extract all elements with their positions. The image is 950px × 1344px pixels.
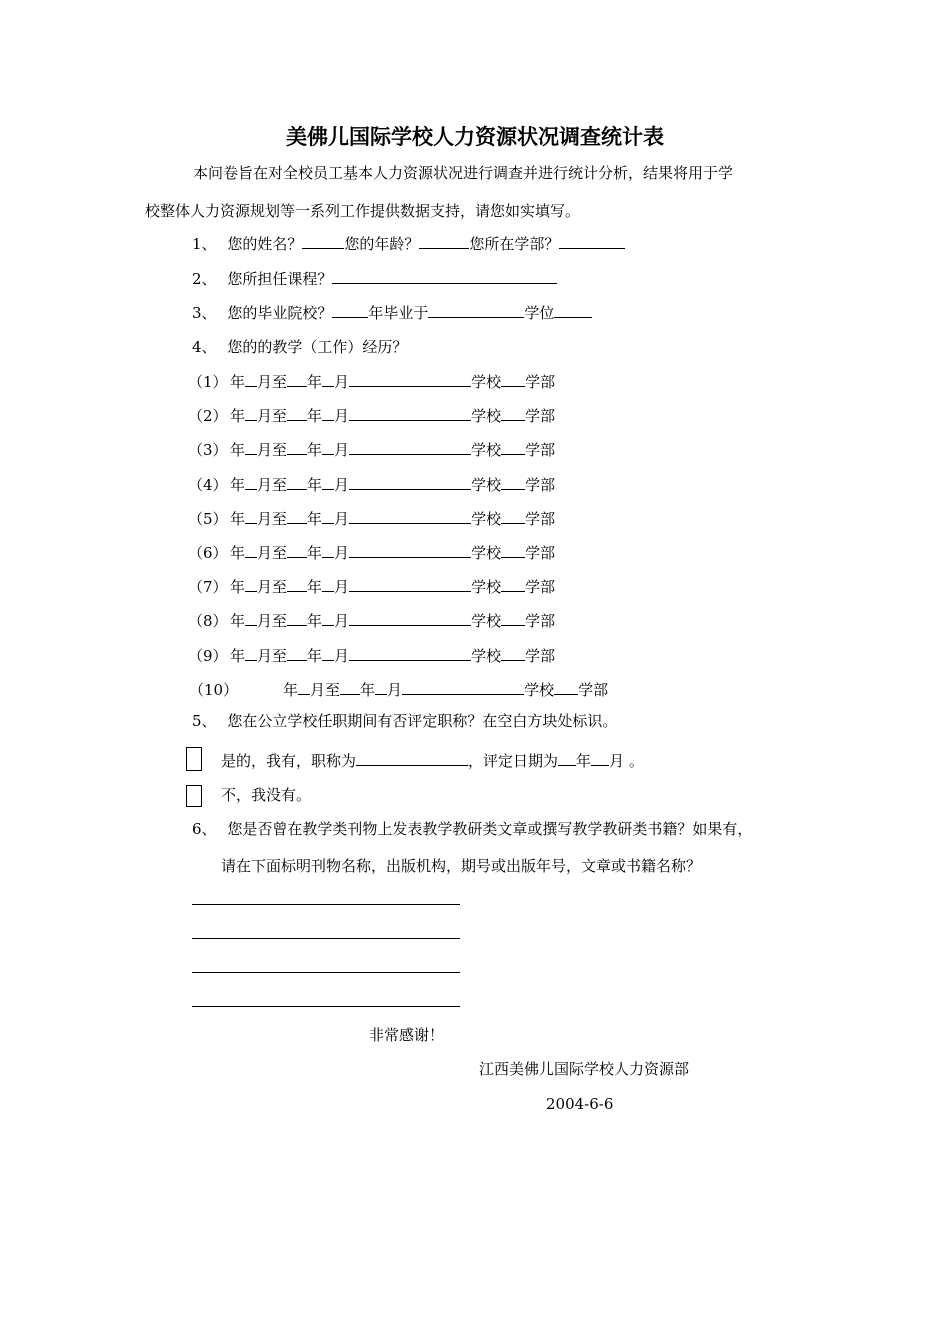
question-4 <box>192 337 407 357</box>
year-label: 年 <box>576 752 592 770</box>
name-label: 您的姓名？ <box>227 235 303 253</box>
school-label: 学校 <box>471 476 502 494</box>
end-year-field[interactable] <box>287 576 307 592</box>
history-row <box>188 405 555 426</box>
start-month-field[interactable] <box>245 542 257 558</box>
year-label: 年 <box>230 612 246 630</box>
publication-answer-line[interactable] <box>192 972 460 973</box>
department-label: 学部 <box>525 373 556 391</box>
school-label: 学校 <box>471 407 502 425</box>
intro-line-2: 校整体人力资源规划等一系列工作提供数据支持，请您如实填写。 <box>145 202 581 220</box>
no-label: 不，我没有。 <box>221 786 312 804</box>
question-number: 1、 <box>192 235 217 253</box>
month-to-label: 月至 <box>257 578 288 596</box>
graduation-school-field[interactable] <box>428 302 524 318</box>
month-label: 月 <box>334 510 350 528</box>
department-label: 您所在学部？ <box>469 235 560 253</box>
year-label: 年 <box>230 441 246 459</box>
month-label: 月 。 <box>609 752 644 770</box>
thanks-text: 非常感谢！ <box>369 1026 445 1044</box>
yes-checkbox[interactable] <box>186 747 202 771</box>
year-label: 年 <box>307 476 323 494</box>
end-year-field[interactable] <box>287 542 307 558</box>
department-label: 学部 <box>525 612 556 630</box>
start-month-field[interactable] <box>245 474 257 490</box>
degree-field[interactable] <box>554 302 592 318</box>
history-label: 您的的教学（工作）经历？ <box>227 338 408 356</box>
end-year-field[interactable] <box>287 474 307 490</box>
department-field[interactable] <box>501 610 525 626</box>
publication-question-line-1: 您是否曾在教学类刊物上发表教学教研类文章或撰写教学教研类书籍？如果有， <box>227 820 753 838</box>
month-label: 月 <box>334 441 350 459</box>
month-to-label: 月至 <box>257 612 288 630</box>
degree-label: 学位 <box>524 304 555 322</box>
month-to-label: 月至 <box>257 476 288 494</box>
history-row <box>188 508 555 529</box>
school-field[interactable] <box>402 679 524 695</box>
question-1 <box>192 233 625 254</box>
department-label: 学部 <box>525 476 556 494</box>
month-to-label: 月至 <box>257 373 288 391</box>
year-label: 年 <box>307 373 323 391</box>
year-label: 年 <box>230 373 246 391</box>
history-row <box>188 645 555 666</box>
evaluation-date-label: 评定日期为 <box>483 752 559 770</box>
no-checkbox[interactable] <box>186 785 202 807</box>
school-label: 学校 <box>524 681 555 699</box>
end-month-field[interactable] <box>322 371 334 387</box>
year-label: 年 <box>283 681 299 699</box>
school-field[interactable] <box>349 576 471 592</box>
graduated-from-label: 年毕业于 <box>368 304 429 322</box>
evaluation-year-field[interactable] <box>558 750 576 766</box>
start-month-field[interactable] <box>245 508 257 524</box>
comma: ， <box>468 752 484 770</box>
month-label: 月 <box>334 407 350 425</box>
end-year-field[interactable] <box>287 371 307 387</box>
school-label: 学校 <box>471 510 502 528</box>
school-field[interactable] <box>349 610 471 626</box>
school-field[interactable] <box>349 474 471 490</box>
month-to-label: 月至 <box>257 647 288 665</box>
school-label: 学校 <box>471 612 502 630</box>
start-month-field[interactable] <box>245 645 257 661</box>
page-title: 美佛儿国际学校人力资源状况调查统计表 <box>286 125 664 149</box>
year-label: 年 <box>307 407 323 425</box>
row-number: （3） <box>188 441 228 459</box>
department-label: 学部 <box>525 510 556 528</box>
date: 2004-6-6 <box>546 1095 614 1113</box>
department-field[interactable] <box>559 233 625 249</box>
publication-answer-line[interactable] <box>192 1006 460 1007</box>
end-month-field[interactable] <box>322 405 334 421</box>
end-year-field[interactable] <box>287 439 307 455</box>
year-label: 年 <box>307 510 323 528</box>
year-label: 年 <box>360 681 376 699</box>
question-number: 3、 <box>192 304 217 322</box>
department-field[interactable] <box>501 645 525 661</box>
department-field[interactable] <box>501 542 525 558</box>
department-label: 学部 <box>525 578 556 596</box>
department-field[interactable] <box>501 439 525 455</box>
history-row <box>188 576 555 597</box>
end-month-field[interactable] <box>322 645 334 661</box>
school-field[interactable] <box>349 405 471 421</box>
department-field[interactable] <box>501 474 525 490</box>
department-field[interactable] <box>501 405 525 421</box>
history-row <box>188 474 555 495</box>
month-to-label: 月至 <box>310 681 341 699</box>
month-label: 月 <box>334 578 350 596</box>
publication-question-line-2: 请在下面标明刊物名称，出版机构，期号或出版年号，文章或书籍名称？ <box>221 857 702 875</box>
month-to-label: 月至 <box>257 544 288 562</box>
question-5 <box>192 711 617 731</box>
department-field[interactable] <box>501 371 525 387</box>
row-number: （1） <box>188 373 228 391</box>
department-field[interactable] <box>501 576 525 592</box>
row-number: （8） <box>188 612 228 630</box>
end-month-field[interactable] <box>322 610 334 626</box>
question-2 <box>192 268 557 289</box>
history-row <box>188 542 555 563</box>
signature: 江西美佛儿国际学校人力资源部 <box>479 1060 690 1078</box>
month-to-label: 月至 <box>257 407 288 425</box>
end-month-field[interactable] <box>322 576 334 592</box>
department-field[interactable] <box>554 679 578 695</box>
school-label: 您的毕业院校？ <box>227 304 333 322</box>
question-number: 2、 <box>192 270 217 288</box>
month-to-label: 月至 <box>257 441 288 459</box>
intro-line-1: 本问卷旨在对全校员工基本人力资源状况进行调查并进行统计分析，结果将用于学 <box>193 164 734 182</box>
row-number: （7） <box>188 578 228 596</box>
end-year-field[interactable] <box>287 610 307 626</box>
department-label: 学部 <box>525 441 556 459</box>
yes-label: 是的，我有，职称为 <box>221 752 357 770</box>
title-question-label: 您在公立学校任职期间有否评定职称？在空白方块处标识。 <box>227 712 618 730</box>
question-3 <box>192 302 592 323</box>
name-field[interactable] <box>302 233 344 249</box>
end-year-field[interactable] <box>340 679 360 695</box>
yes-option <box>221 750 644 771</box>
month-label: 月 <box>334 544 350 562</box>
month-label: 月 <box>334 373 350 391</box>
history-row <box>189 679 608 700</box>
age-label: 您的年龄？ <box>344 235 420 253</box>
row-number: （4） <box>188 476 228 494</box>
year-label: 年 <box>230 578 246 596</box>
month-label: 月 <box>334 647 350 665</box>
school-field[interactable] <box>349 645 471 661</box>
month-label: 月 <box>334 612 350 630</box>
row-number: （2） <box>188 407 228 425</box>
start-month-field[interactable] <box>245 439 257 455</box>
history-row <box>188 439 555 460</box>
year-label: 年 <box>230 510 246 528</box>
year-label: 年 <box>230 476 246 494</box>
course-label: 您所担任课程？ <box>227 270 333 288</box>
history-row <box>188 610 555 631</box>
end-year-field[interactable] <box>287 405 307 421</box>
school-field[interactable] <box>349 542 471 558</box>
question-6 <box>192 819 752 839</box>
school-label: 学校 <box>471 578 502 596</box>
department-field[interactable] <box>501 508 525 524</box>
year-label: 年 <box>307 578 323 596</box>
end-year-field[interactable] <box>287 645 307 661</box>
end-month-field[interactable] <box>375 679 387 695</box>
department-label: 学部 <box>525 647 556 665</box>
professional-title-field[interactable] <box>356 750 468 766</box>
graduation-year-field[interactable] <box>332 302 368 318</box>
year-label: 年 <box>307 441 323 459</box>
school-field[interactable] <box>349 371 471 387</box>
year-label: 年 <box>230 407 246 425</box>
month-label: 月 <box>334 476 350 494</box>
question-number: 5、 <box>192 712 217 730</box>
row-number: （9） <box>188 647 228 665</box>
age-field[interactable] <box>419 233 469 249</box>
course-field[interactable] <box>332 268 557 284</box>
question-number: 4、 <box>192 338 217 356</box>
year-label: 年 <box>307 612 323 630</box>
row-number: （6） <box>188 544 228 562</box>
row-number: （5） <box>188 510 228 528</box>
school-field[interactable] <box>349 439 471 455</box>
publication-answer-line[interactable] <box>192 938 460 939</box>
school-label: 学校 <box>471 373 502 391</box>
end-month-field[interactable] <box>322 474 334 490</box>
school-label: 学校 <box>471 544 502 562</box>
department-label: 学部 <box>525 407 556 425</box>
year-label: 年 <box>307 647 323 665</box>
question-number: 6、 <box>192 820 217 838</box>
school-label: 学校 <box>471 647 502 665</box>
end-month-field[interactable] <box>322 542 334 558</box>
publication-answer-line[interactable] <box>192 904 460 905</box>
school-label: 学校 <box>471 441 502 459</box>
start-month-field[interactable] <box>245 371 257 387</box>
start-month-field[interactable] <box>245 405 257 421</box>
end-month-field[interactable] <box>322 508 334 524</box>
department-label: 学部 <box>525 544 556 562</box>
evaluation-month-field[interactable] <box>591 750 609 766</box>
start-month-field[interactable] <box>245 576 257 592</box>
row-number: （10） <box>189 681 239 699</box>
end-month-field[interactable] <box>322 439 334 455</box>
year-label: 年 <box>230 544 246 562</box>
month-to-label: 月至 <box>257 510 288 528</box>
start-month-field[interactable] <box>245 610 257 626</box>
department-label: 学部 <box>578 681 609 699</box>
year-label: 年 <box>307 544 323 562</box>
start-month-field[interactable] <box>298 679 310 695</box>
month-label: 月 <box>387 681 403 699</box>
end-year-field[interactable] <box>287 508 307 524</box>
school-field[interactable] <box>349 508 471 524</box>
history-row <box>188 371 555 392</box>
year-label: 年 <box>230 647 246 665</box>
